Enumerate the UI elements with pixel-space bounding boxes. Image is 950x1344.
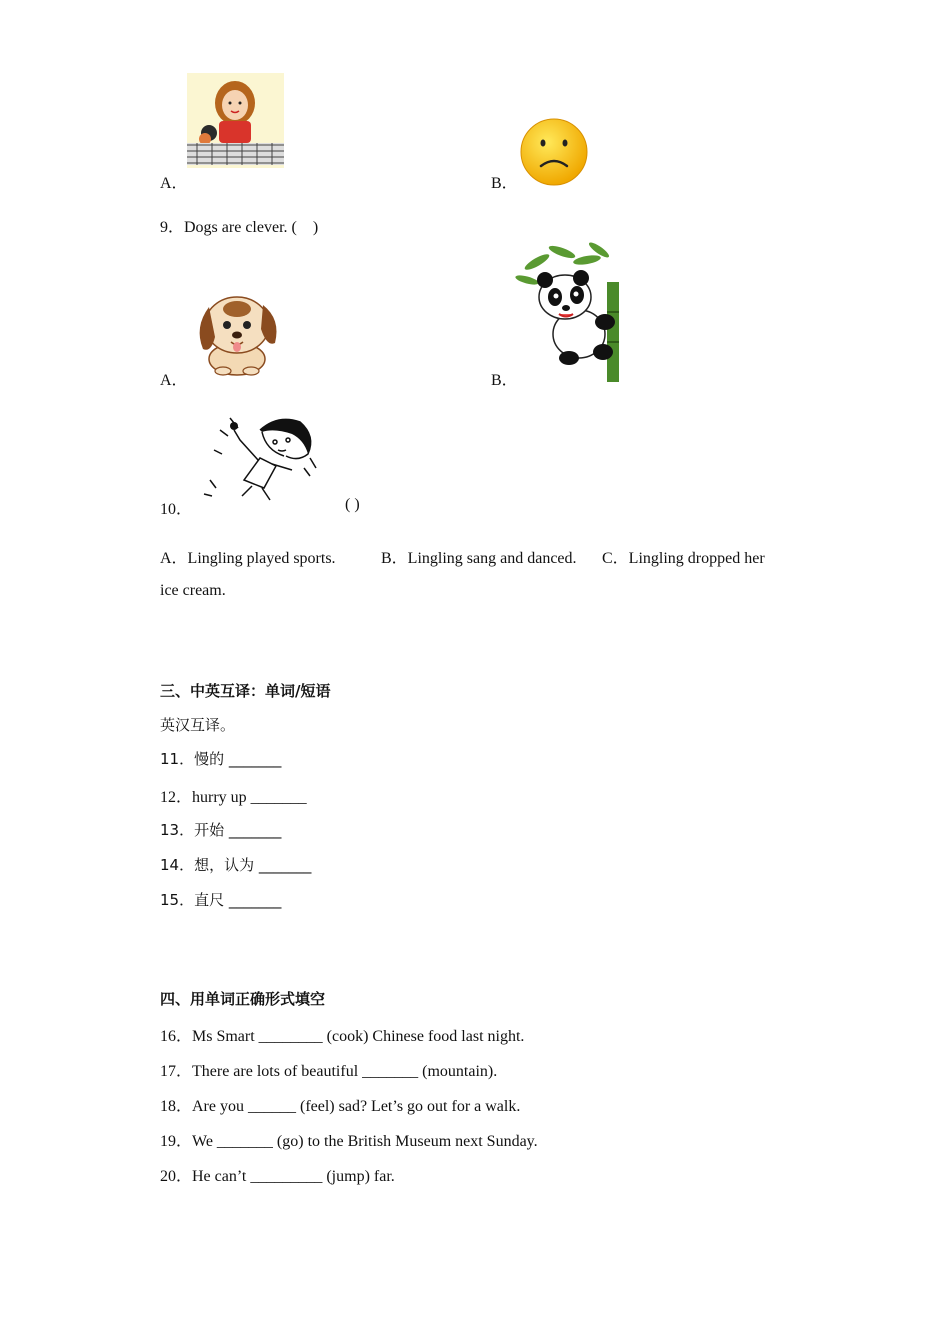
q9-text: 9．Dogs are clever. ( ) bbox=[160, 219, 319, 236]
q10-number: 10． bbox=[160, 501, 193, 518]
dog-image bbox=[189, 287, 283, 377]
panda-image bbox=[517, 242, 629, 382]
q10-option-c-continued: ice cream. bbox=[160, 582, 226, 599]
section4-item-18: 18．Are you ______ (feel) sad? Let’s go out for a walk. bbox=[160, 1098, 521, 1115]
q8-option-a-label: A． bbox=[160, 175, 188, 192]
section3-item-14: 14．想，认为 _______ bbox=[160, 856, 312, 874]
section3-heading: 三、中英互译：单词/短语 bbox=[160, 682, 331, 700]
section3-item-11: 11．慢的 _______ bbox=[160, 750, 282, 768]
q8-option-b-label: B． bbox=[491, 175, 518, 192]
sad-face-icon bbox=[519, 118, 589, 186]
section4-heading: 四、用单词正确形式填空 bbox=[160, 990, 326, 1008]
q10-answer-blank[interactable]: ( ) bbox=[345, 496, 360, 513]
q10-option-a: A．Lingling played sports. bbox=[160, 550, 336, 567]
section4-item-16: 16．Ms Smart ________ (cook) Chinese food last night. bbox=[160, 1028, 525, 1045]
section3-item-12: 12．hurry up _______ bbox=[160, 789, 307, 806]
q10-option-b: B．Lingling sang and danced. bbox=[381, 550, 577, 567]
girl-dancing-image bbox=[200, 410, 320, 502]
girl-ping-pong-image bbox=[187, 73, 284, 168]
section4-item-17: 17．There are lots of beautiful _______ (mountain). bbox=[160, 1063, 498, 1080]
section3-item-15: 15．直尺 _______ bbox=[160, 891, 282, 909]
q9-option-b-label: B． bbox=[491, 372, 518, 389]
section3-item-13: 13．开始 _______ bbox=[160, 821, 282, 839]
section3-instruction: 英汉互译。 bbox=[160, 716, 236, 734]
section4-item-20: 20．He can’t _________ (jump) far. bbox=[160, 1168, 395, 1185]
q10-option-c: C．Lingling dropped her bbox=[602, 550, 765, 567]
q9-option-a-label: A． bbox=[160, 372, 188, 389]
section4-item-19: 19．We _______ (go) to the British Museum next Sunday. bbox=[160, 1133, 538, 1150]
